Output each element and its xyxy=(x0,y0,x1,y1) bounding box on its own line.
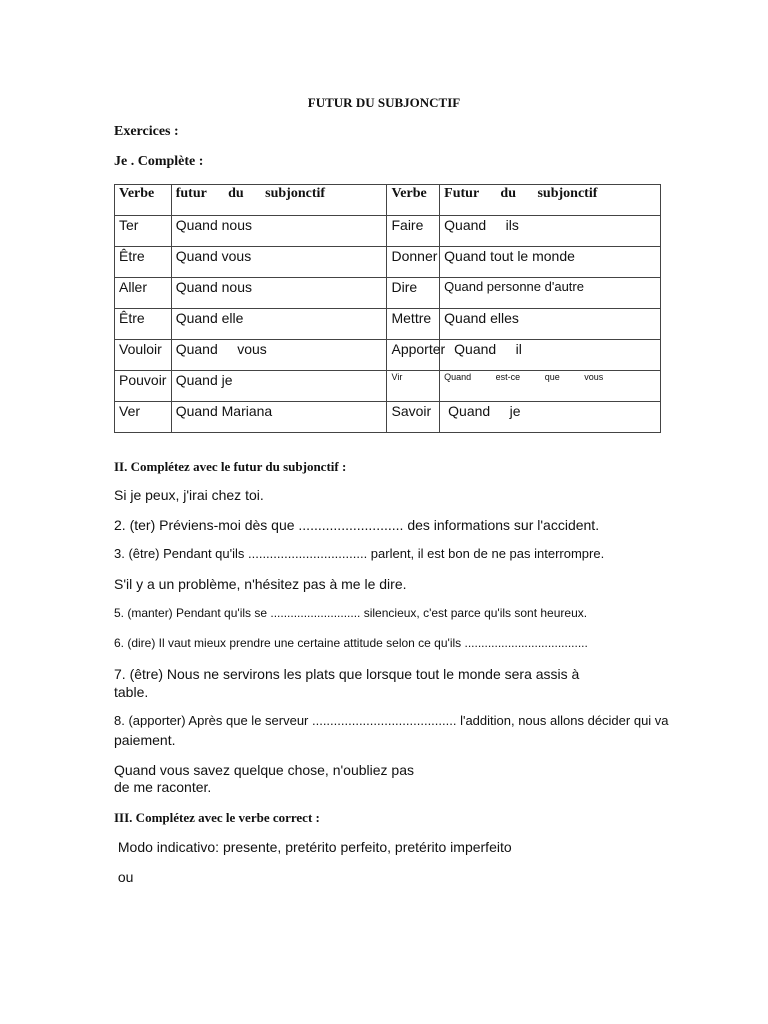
header-verb-1: Verbe xyxy=(115,185,172,216)
exercise-line: paiement. xyxy=(114,732,176,748)
exercise-line: 8. (apporter) Après que le serveur ........................................ l'addition, nous allons décider qui va xyxy=(114,713,669,728)
table-cell: Savoir xyxy=(387,402,440,433)
exercise-line: 7. (être) Nous ne servirons les plats que lorsque tout le monde sera assis à xyxy=(114,666,580,682)
table-row xyxy=(115,216,661,247)
table-cell: Quand elle xyxy=(171,309,387,340)
exercise-line: de me raconter. xyxy=(114,779,212,795)
table-cell: Dire xyxy=(387,278,440,309)
table-cell: Ter xyxy=(115,216,172,247)
table-cell: Mettre xyxy=(387,309,440,340)
table-row xyxy=(115,402,661,433)
table-cell: Pouvoir xyxy=(115,371,172,402)
exercise-line: Quand vous savez quelque chose, n'oubliez pas xyxy=(114,762,414,778)
exercise-line: 5. (manter) Pendant qu'ils se ........................... silencieux, c'est parce qu'ils sont heureux. xyxy=(114,606,588,620)
table-cell: Quand tout le monde xyxy=(440,247,661,278)
table-cell: Donner xyxy=(387,247,440,278)
table-row xyxy=(115,340,661,371)
table-cell: Quand vous xyxy=(171,340,387,371)
conjugation-table xyxy=(114,184,661,433)
table-cell: Quand nous xyxy=(171,278,387,309)
table-cell: Quand je xyxy=(440,402,661,433)
exercise-line: S'il y a un problème, n'hésitez pas à me le dire. xyxy=(114,576,407,592)
table-cell: Quand je xyxy=(171,371,387,402)
section-1-heading: Je . Complète : xyxy=(114,154,204,169)
table-cell: Quand est-ce que vous xyxy=(440,371,661,402)
table-row xyxy=(115,309,661,340)
table-cell: Ver xyxy=(115,402,172,433)
table-cell: Quand vous xyxy=(171,247,387,278)
table-cell: Apporter xyxy=(387,340,440,371)
table-cell: Quand elles xyxy=(440,309,661,340)
exercise-line: 3. (être) Pendant qu'ils ................................. parlent, il est bon de ne pas interrompre. xyxy=(114,546,605,561)
exercise-line: Si je peux, j'irai chez toi. xyxy=(114,487,264,503)
section-2-heading: II. Complétez avec le futur du subjonctif : xyxy=(114,459,347,474)
table-header-row xyxy=(115,185,661,216)
header-verb-2: Verbe xyxy=(387,185,440,216)
header-futur-2: Futur du subjonctif xyxy=(440,185,661,216)
table-row xyxy=(115,247,661,278)
table-cell: Être xyxy=(115,309,172,340)
table-cell: Vir xyxy=(387,371,440,402)
table-cell: Faire xyxy=(387,216,440,247)
ou-line: ou xyxy=(114,869,134,885)
section-3-heading: III. Complétez avec le verbe correct : xyxy=(114,810,320,825)
page-title: FUTUR DU SUBJONCTIF xyxy=(307,95,461,110)
table-cell: Aller xyxy=(115,278,172,309)
table-cell: Vouloir xyxy=(115,340,172,371)
header-futur-1: futur du subjonctif xyxy=(171,185,387,216)
table-cell: Quand Mariana xyxy=(171,402,387,433)
exercise-line: table. xyxy=(114,684,149,700)
table-cell: Quand nous xyxy=(171,216,387,247)
exercise-line: 2. (ter) Préviens-moi dès que ........................... des informations sur l'accident. xyxy=(114,517,600,533)
exercise-line: 6. (dire) Il vaut mieux prendre une certaine attitude selon ce qu'ils ..................................... xyxy=(114,636,588,650)
table-row xyxy=(115,371,661,402)
table-cell: Quand il xyxy=(440,340,661,371)
exercises-label: Exercices : xyxy=(114,124,179,139)
table-cell: Quand personne d'autre xyxy=(440,278,661,309)
table-row xyxy=(115,278,661,309)
table-cell: Quand ils xyxy=(440,216,661,247)
table-cell: Être xyxy=(115,247,172,278)
modo-indicativo-line: Modo indicativo: presente, pretérito perfeito, pretérito imperfeito xyxy=(114,839,512,855)
